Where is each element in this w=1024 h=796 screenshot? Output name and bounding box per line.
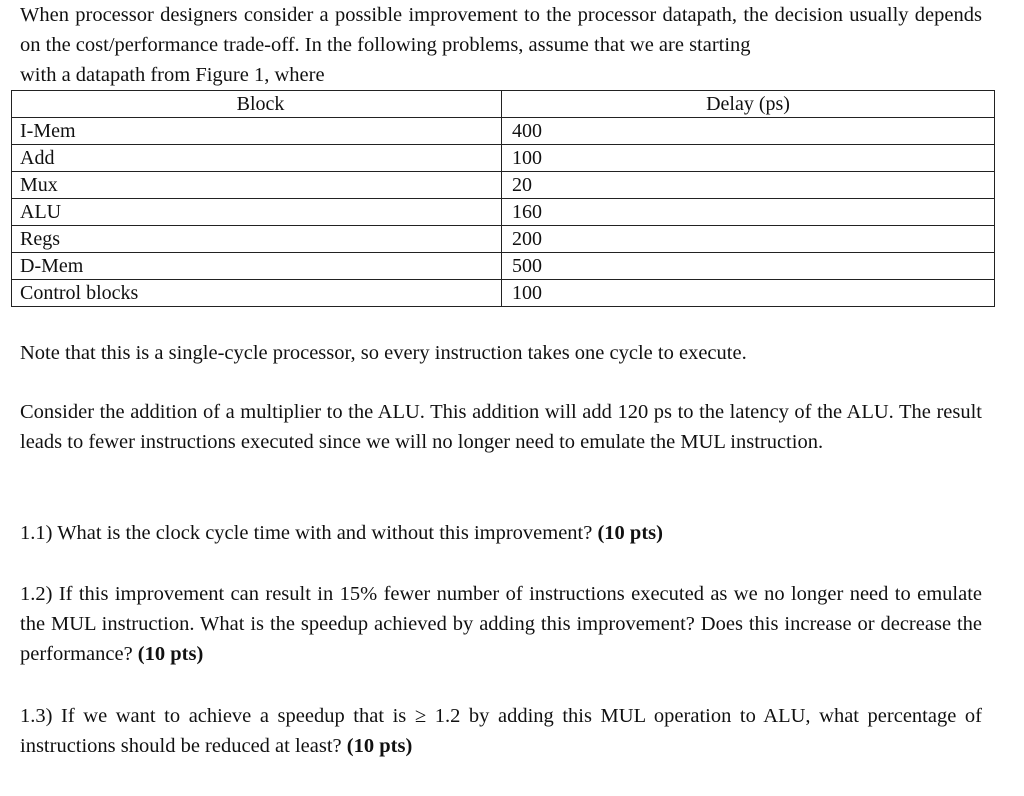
block-name-cell: ALU <box>12 199 502 226</box>
intro-line-3: with a datapath from Figure 1, where <box>20 64 325 86</box>
block-name-cell: D-Mem <box>12 253 502 280</box>
delay-value-cell: 400 <box>502 118 995 145</box>
consider-line-2: The result leads to fewer instructions executed since we will no longer need to emulate the MUL <box>20 401 982 453</box>
delay-value-cell: 100 <box>502 280 995 307</box>
block-name-cell: Control blocks <box>12 280 502 307</box>
intro-line-1: When processor designers consider a possible improvement to the processor datapath, the decision <box>20 4 843 26</box>
delay-value-cell: 100 <box>502 145 995 172</box>
single-cycle-note <box>20 338 982 368</box>
block-name-cell: I-Mem <box>12 118 502 145</box>
intro-line-2: usually depends on the cost/performance trade-off. In the following problems, assume that we are starting <box>20 4 982 56</box>
consider-line-1: Consider the addition of a multiplier to the ALU. This addition will add 120 ps to the latency of the ALU. <box>20 401 894 423</box>
question-1-2 <box>20 579 982 669</box>
question-1-3 <box>20 701 982 761</box>
question-text-line-2: of instructions should be reduced at least? <box>20 705 982 757</box>
delay-value-cell: 500 <box>502 253 995 280</box>
question-text-line-3: increase or decrease the performance? <box>20 613 983 665</box>
question-points: (10 pts) <box>137 643 204 665</box>
multiplier-paragraph <box>20 397 982 457</box>
question-points: (10 pts) <box>346 735 413 757</box>
question-text-line-1: 1.3) If we want to achieve a speedup that is ≥ 1.2 by adding this MUL operation to ALU, what percentage <box>20 705 957 727</box>
block-name-cell: Regs <box>12 226 502 253</box>
table-row <box>12 280 995 307</box>
delay-value-cell: 20 <box>502 172 995 199</box>
block-delay-table <box>11 90 995 307</box>
consider-line-3: instruction. <box>730 431 824 453</box>
table-row <box>12 253 995 280</box>
table-row <box>12 145 995 172</box>
question-text: 1.1) What is the clock cycle time with and without this improvement? <box>20 522 593 544</box>
table-row <box>12 199 995 226</box>
question-text-line-1: 1.2) If this improvement can result in 15% fewer number of instructions executed as we no longer need to <box>20 583 911 605</box>
table-row <box>12 172 995 199</box>
question-text-line-2: emulate the MUL instruction. What is the speedup achieved by adding this improvement? Does this <box>20 583 983 635</box>
question-1-1 <box>20 518 982 548</box>
block-name-cell: Add <box>12 145 502 172</box>
column-header-block: Block <box>12 91 502 118</box>
question-points: (10 pts) <box>597 522 663 544</box>
intro-paragraph <box>20 0 982 90</box>
delay-value-cell: 160 <box>502 199 995 226</box>
table-row <box>12 118 995 145</box>
table-header-row <box>12 91 995 118</box>
block-name-cell: Mux <box>12 172 502 199</box>
table-row <box>12 226 995 253</box>
delay-value-cell: 200 <box>502 226 995 253</box>
note-text: Note that this is a single-cycle processor, so every instruction takes one cycle to execute. <box>20 342 747 364</box>
column-header-delay: Delay (ps) <box>502 91 995 118</box>
